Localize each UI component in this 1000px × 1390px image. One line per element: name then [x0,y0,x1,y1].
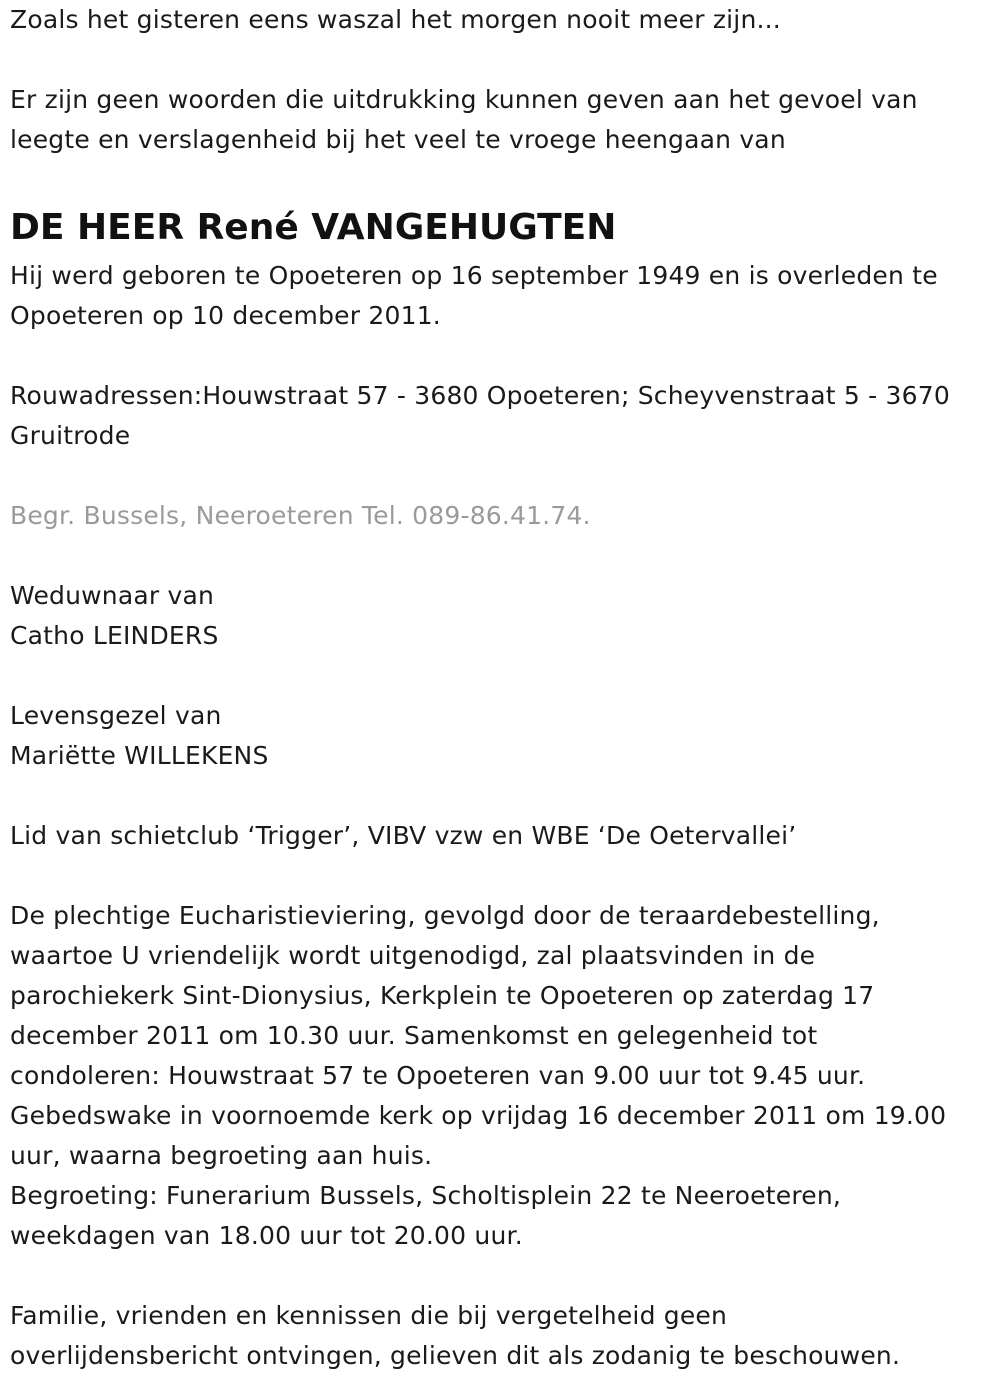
birth-death-line-1: Hij werd geboren te Opoeteren op 16 september 1949 en is overleden te [10,261,938,290]
ceremony-line-4: december 2011 om 10.30 uur. Samenkomst en gelegenheid tot [10,1021,818,1050]
spacer [10,856,995,896]
spacer [10,536,995,576]
partner-name: Mariëtte WILLEKENS [10,741,269,770]
addresses-line-2: Gruitrode [10,421,131,450]
birth-death-line-2: Opoeteren op 10 december 2011. [10,301,441,330]
widower-label: Weduwnaar van [10,581,215,610]
ceremony-line-8: Begroeting: Funerarium Bussels, Scholtisplein 22 te Neeroeteren, [10,1181,842,1210]
spacer [10,160,995,200]
obituary-document [10,0,995,1376]
partner-label: Levensgezel van [10,701,222,730]
spacer [10,336,995,376]
widower-name: Catho LEINDERS [10,621,219,650]
spacer [10,456,995,496]
spacer [10,40,995,80]
opening-line-1: Er zijn geen woorden die uitdrukking kunnen geven aan het gevoel van [10,85,918,114]
deceased-name-heading: DE HEER René VANGEHUGTEN [10,207,617,248]
intro-line: Zoals het gisteren eens waszal het morgen nooit meer zijn... [10,5,781,34]
ceremony-line-6: Gebedswake in voornoemde kerk op vrijdag 16 december 2011 om 19.00 [10,1101,947,1130]
ceremony-line-3: parochiekerk Sint-Dionysius, Kerkplein te Opoeteren op zaterdag 17 [10,981,875,1010]
funeral-home-line: Begr. Bussels, Neeroeteren Tel. 089-86.41.74. [10,501,591,530]
closing-line-2: overlijdensbericht ontvingen, gelieven dit als zodanig te beschouwen. [10,1341,901,1370]
opening-line-2: leegte en verslagenheid bij het veel te vroege heengaan van [10,125,786,154]
addresses-line-1: Rouwadressen:Houwstraat 57 - 3680 Opoeteren; Scheyvenstraat 5 - 3670 [10,381,950,410]
ceremony-line-1: De plechtige Eucharistieviering, gevolgd door de teraardebestelling, [10,901,880,930]
spacer [10,776,995,816]
ceremony-line-9: weekdagen van 18.00 uur tot 20.00 uur. [10,1221,523,1250]
closing-line-1: Familie, vrienden en kennissen die bij vergetelheid geen [10,1301,728,1330]
memberships-line: Lid van schietclub ‘Trigger’, VIBV vzw en WBE ‘De Oetervallei’ [10,821,797,850]
ceremony-line-2: waartoe U vriendelijk wordt uitgenodigd, zal plaatsvinden in de [10,941,816,970]
spacer [10,1256,995,1296]
ceremony-line-5: condoleren: Houwstraat 57 te Opoeteren van 9.00 uur tot 9.45 uur. [10,1061,866,1090]
ceremony-line-7: uur, waarna begroeting aan huis. [10,1141,433,1170]
spacer [10,656,995,696]
